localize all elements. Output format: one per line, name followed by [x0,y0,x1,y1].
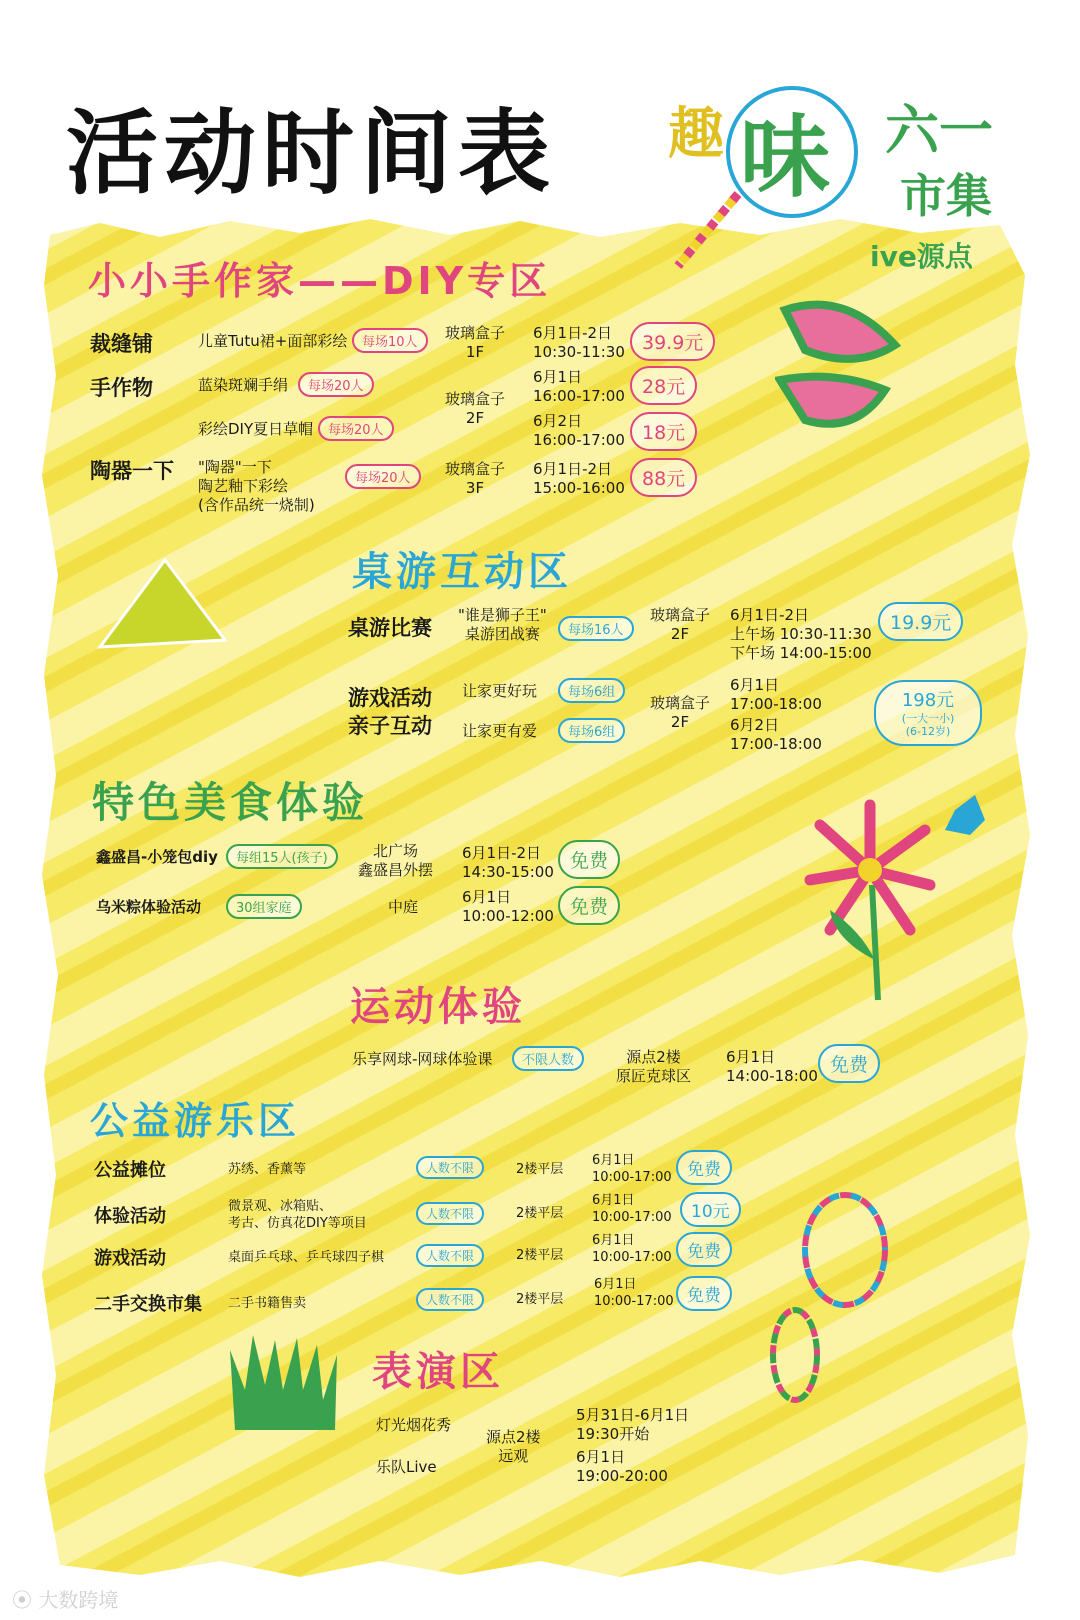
logo-wei: 味 [740,105,830,210]
time-label: 6月1日 10:00-17:00 [592,1233,672,1265]
category-label: 二手交换市集 [94,1294,202,1315]
section-title-boardgame: 桌游互动区 [352,549,572,595]
time-label: 5月31日-6月1日 19:30开始 [576,1406,690,1443]
price-value: 198元 [901,690,955,711]
capacity-badge: 每场20人 [345,464,421,489]
capacity-badge: 每场6组 [558,718,625,743]
price-badge: 免费 [676,1150,732,1185]
activity-name: 灯光烟花秀 [376,1416,452,1434]
category-label: 游戏活动 [94,1248,166,1269]
activity-name: 微景观、冰箱贴、 考古、仿真花DIY等项目 [228,1199,367,1231]
activity-name: 桌面乒乓球、乒乓球四子棋 [228,1250,385,1265]
price-badge: 18元 [630,412,697,451]
capacity-badge: 人数不限 [416,1288,484,1311]
venue-label: 中庭 [388,898,419,916]
event-logo [660,70,1020,280]
activity-name: 让家更好玩 [462,682,538,700]
category-label: 游戏活动 亲子互动 [348,686,432,738]
time-label: 6月1日-2日 15:00-16:00 [533,460,625,497]
capacity-badge: 每场10人 [352,328,428,353]
watermelon-icon [775,290,905,440]
time-label: 6月1日 10:00-17:00 [594,1277,674,1309]
capacity-badge: 30组家庭 [226,894,302,919]
venue-label: 2楼平层 [516,1162,564,1177]
activity-name: 儿童Tutu裙+面部彩绘 [198,332,348,350]
section-title-sports: 运动体验 [350,984,526,1030]
activity-name: "谁是狮子王" 桌游团战赛 [458,606,547,643]
capacity-badge: 每场16人 [558,616,634,641]
capacity-badge: 不限人数 [512,1046,584,1071]
time-label: 6月2日 17:00-18:00 [730,716,822,753]
page-title: 活动时间表 [66,100,557,207]
price-badge: 免费 [818,1044,880,1083]
section-title-performance: 表演区 [372,1349,504,1395]
capacity-badge: 每场20人 [298,372,374,397]
time-label: 6月1日 10:00-12:00 [462,888,554,925]
time-label: 6月1日 17:00-18:00 [730,676,822,713]
grass-icon [225,1330,345,1435]
brand-logo: ive源点 [870,240,973,273]
capacity-badge: 人数不限 [416,1156,484,1179]
capacity-badge: 人数不限 [416,1202,484,1225]
category-label: 体验活动 [94,1206,166,1227]
price-badge: 88元 [630,458,697,497]
activity-name: 苏绣、香薰等 [228,1162,307,1177]
time-label: 6月2日 16:00-17:00 [533,412,625,449]
watermark-icon: ⦿ [12,1588,32,1612]
price-badge: 免费 [558,840,620,879]
venue-label: 源点2楼 远观 [486,1428,541,1465]
activity-name: 鑫盛昌-小笼包diy [96,848,218,866]
bubbles-icon [765,1190,895,1410]
capacity-badge: 每场20人 [318,416,394,441]
venue-label: 2楼平层 [516,1248,564,1263]
activity-name: 二手书籍售卖 [228,1296,307,1311]
activity-name: 乐享网球-网球体验课 [352,1050,493,1068]
category-label: 手作物 [90,376,153,400]
activity-name: 让家更有爱 [462,722,538,740]
logo-shiji: 市集 [900,169,992,223]
price-badge: 28元 [630,366,697,405]
venue-label: 玻璃盒子 2F [445,390,506,427]
time-label: 6月1日-2日 上午场 10:30-11:30 下午场 14:00-15:00 [730,606,872,662]
activity-name: 蓝染斑斓手绢 [198,376,289,394]
venue-label: 源点2楼 原匠克球区 [616,1048,692,1085]
venue-label: 玻璃盒子 2F [650,606,711,643]
logo-liuyi: 六一 [885,99,993,162]
capacity-badge: 每场6组 [558,678,625,703]
time-label: 6月1日-2日 10:30-11:30 [533,324,625,361]
time-label: 6月1日-2日 14:30-15:00 [462,844,554,881]
category-label: 桌游比赛 [348,616,432,640]
section-title-diy: 小小手作家——DIY专区 [88,259,552,303]
activity-name: 彩绘DIY夏日草帽 [198,420,314,438]
logo-qu: 趣 [668,102,724,167]
category-label: 公益摊位 [94,1160,166,1181]
capacity-badge: 人数不限 [416,1244,484,1267]
time-label: 6月1日 10:00-17:00 [592,1153,672,1185]
activity-name: "陶器"一下 陶艺釉下彩绘 (含作品统一烧制) [198,458,315,514]
venue-label: 玻璃盒子 1F [445,324,506,361]
category-label: 裁缝铺 [90,332,153,356]
time-label: 6月1日 10:00-17:00 [592,1193,672,1225]
category-label: 陶器一下 [90,459,174,483]
price-note: (一大一小) (6-12岁) [901,712,955,738]
watermark-text: 大数跨境 [38,1588,119,1612]
price-badge [874,680,982,746]
price-badge: 免费 [676,1276,732,1311]
flower-icon [800,790,990,1005]
price-badge: 免费 [676,1232,732,1267]
time-label: 6月1日 19:00-20:00 [576,1448,668,1485]
capacity-badge: 每组15人(孩子) [226,844,338,869]
venue-label: 玻璃盒子 3F [445,460,506,497]
venue-label: 玻璃盒子 2F [650,694,711,731]
activity-name: 乐队Live [376,1458,437,1476]
watermark [12,1584,118,1613]
price-badge: 19.9元 [878,602,963,641]
venue-label: 2楼平层 [516,1292,564,1307]
time-label: 6月1日 16:00-17:00 [533,368,625,405]
price-badge: 10元 [680,1192,741,1227]
triangle-icon [95,555,230,655]
venue-label: 2楼平层 [516,1206,564,1221]
venue-label: 北广场 鑫盛昌外摆 [358,842,434,879]
price-badge: 39.9元 [630,322,715,361]
price-badge: 免费 [558,886,620,925]
activity-name: 乌米粽体验活动 [96,898,202,916]
section-title-food: 特色美食体验 [92,778,369,827]
time-label: 6月1日 14:00-18:00 [726,1048,818,1085]
section-title-charity: 公益游乐区 [90,1099,301,1143]
